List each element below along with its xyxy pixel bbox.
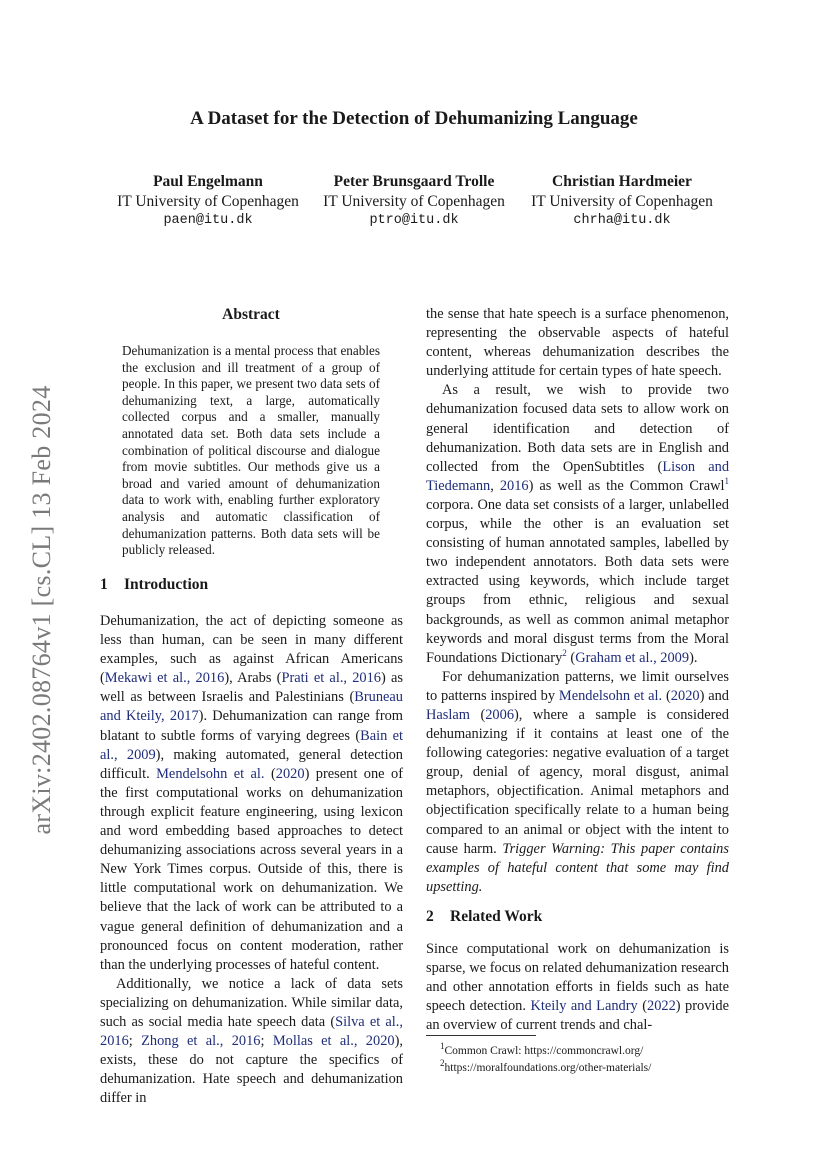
footnote (440, 1041, 644, 1059)
abstract-heading: Abstract (222, 306, 280, 323)
right-column-body (426, 305, 729, 897)
author-affiliation: IT University of Copenhagen (117, 192, 299, 210)
abstract-text: Dehumanization is a mental process that enables the exclusion and ill treatment of a group of people. In this paper, we present two data sets of dehumanizing text, a large, automatically collected corpus and a smaller, manually annotated data set. Both data sets include a combination of political discourse and dialogue from movie subtitles. Our methods give us a broad and varied amount of dehumanization data to work with, enabling further exploratory analysis and automatic classification of dehumanization patterns. Both data sets will be publicly released. (122, 343, 380, 558)
author-email[interactable]: paen@itu.dk (163, 213, 253, 228)
citation-link[interactable]: 2020 (670, 687, 700, 704)
author-affiliation: IT University of Copenhagen (531, 192, 713, 210)
footnote-number: 2 (440, 1058, 445, 1069)
footnote-text[interactable]: https://moralfoundations.org/other-materials/ (444, 1062, 652, 1074)
paragraph: Additionally, we notice a lack of data sets specializing on dehumanization. While similar data, such as social media hate speech data (Silva et al., 2016; Zhong et al., 2016; Mollas et al., 2020), exists, these do not capture the specifics of dehumanization. Hate speech and dehumanization differ in (100, 975, 403, 1107)
paragraph: Dehumanization, the act of depicting someone as less than human, can be seen in many different examples, such as against African Americans (Mekawi et al., 2016), Arabs (Prati et al., 2016) as well as between Israelis and Palestinians (Bruneau and Kteily, 2017). Dehumanization can range from blatant to subtle forms of varying degrees (Bain et al., 2009), making automated, general detection difficult. Mendelsohn et al. (2020) present one of the first computational works on dehumanization through explicit feature engineering, using lexicon and word embedding based approaches to detect dehumanizing associations across several years in a New York Times corpus. Outside of this, there is little computational work on dehumanization. We believe that the lack of work can be attributed to a vague general definition of dehumanization and a pronounced focus on content moderation, rather than the underlying processes of hateful content. (100, 613, 404, 973)
paragraph: As a result, we wish to provide two dehumanization focused data sets to allow work on general identification and detection of dehumanization. Both data sets are in English and collected from the OpenSubtitles (Lison and Tiedemann, 2016) as well as the Common Crawl$^1$ corpora. One data set consists of a larger, unlabelled corpus, while the other is an evaluation set consisting of human annotated samples, labelled by two independent annotators. Both data sets were extracted using keywords, which include target groups from ethnic, religious and sexual backgrounds, as well as common animal metaphor keywords and moral disgust terms from the Moral Foundations Dictionary$^2$ (Graham et al., 2009). (426, 382, 730, 666)
citation-link[interactable]: Zhong et al., 2016 (141, 1033, 261, 1050)
citation-link[interactable]: Kteily and Landry (530, 998, 638, 1015)
right-column-body-section2 (426, 940, 729, 1035)
footnote-number: 1 (440, 1041, 445, 1052)
paper-title: A Dataset for the Detection of Dehumanizing Language (190, 108, 638, 129)
paragraph: Since computational work on dehumanization is sparse, we focus on related dehumanization research and other annotation efforts in fields such as hate speech detection. Kteily and Landry (2022) provide an overview of current trends and chal- (426, 941, 730, 1034)
footnote-divider (426, 1035, 536, 1036)
citation-link[interactable]: Mendelsohn et al. (558, 687, 663, 704)
section-heading-related-work (426, 908, 542, 926)
footnote-mark[interactable]: 2 (562, 647, 567, 658)
footnote (440, 1058, 652, 1076)
author-name: Christian Hardmeier (552, 173, 692, 190)
trigger-warning: Trigger Warning: This paper contains examples of hateful content that some may find upsetting. (426, 840, 729, 895)
author-name: Paul Engelmann (153, 173, 263, 190)
citation-link[interactable]: Haslam (426, 706, 470, 723)
citation-link[interactable]: Mollas et al., 2020 (272, 1033, 395, 1050)
left-column-body (100, 612, 403, 1108)
citation-link[interactable]: Mekawi et al., 2016 (104, 670, 225, 687)
section-number: 2 (426, 908, 434, 925)
author-email[interactable]: chrha@itu.dk (573, 213, 671, 228)
citation-link[interactable]: 2020 (275, 765, 305, 782)
citation-link[interactable]: 2006 (485, 706, 515, 723)
citation-link[interactable]: 2022 (647, 998, 676, 1015)
author-block (314, 172, 514, 231)
author-block (522, 172, 722, 231)
author-email[interactable]: ptro@itu.dk (369, 213, 459, 228)
citation-link[interactable]: Bruneau and Kteily, 2017 (100, 689, 403, 725)
citation-link[interactable]: Graham et al., 2009 (575, 649, 690, 666)
author-block (108, 172, 308, 231)
citation-link[interactable]: Bain et al., 2009 (100, 727, 403, 763)
arxiv-stamp (20, 370, 64, 850)
citation-link[interactable]: Prati et al., 2016 (281, 670, 381, 687)
section-heading-introduction (100, 576, 208, 594)
arxiv-stamp-text: arXiv:2402.08764v1 [cs.CL] 13 Feb 2024 (27, 385, 56, 835)
footnote-mark[interactable]: 1 (724, 476, 729, 487)
author-name: Peter Brunsgaard Trolle (333, 173, 495, 190)
author-affiliation: IT University of Copenhagen (323, 192, 505, 210)
section-number: 1 (100, 576, 108, 593)
citation-link[interactable]: 2016 (499, 477, 529, 494)
citation-link[interactable]: Mendelsohn et al. (156, 765, 265, 782)
citation-link[interactable]: Lison and Tiedemann (426, 458, 730, 494)
section-title: Related Work (450, 908, 543, 925)
section-title: Introduction (124, 576, 209, 593)
footnote-text[interactable]: Common Crawl: https://commoncrawl.org/ (444, 1045, 644, 1057)
paragraph: For dehumanization patterns, we limit ourselves to patterns inspired by Mendelsohn et al. (2020) and Haslam (2006), where a sample is considered dehumanizing if it contains at least one of the following categories: negative evaluation of a target group, denial of agency, moral disgust, animal metaphors, objectification. Animal metaphors and objectification specifically relate to a human being compared to an animal or object with the intent to cause harm. Trigger Warning: This paper contains examples of hateful content that some may find upsetting. (426, 668, 729, 895)
paragraph: the sense that hate speech is a surface phenomenon, representing the observable aspects of hateful content, whereas dehumanization describes the underlying attitude for certain types of hate speech. (426, 306, 729, 380)
citation-link[interactable]: Silva et al., 2016 (100, 1013, 403, 1050)
